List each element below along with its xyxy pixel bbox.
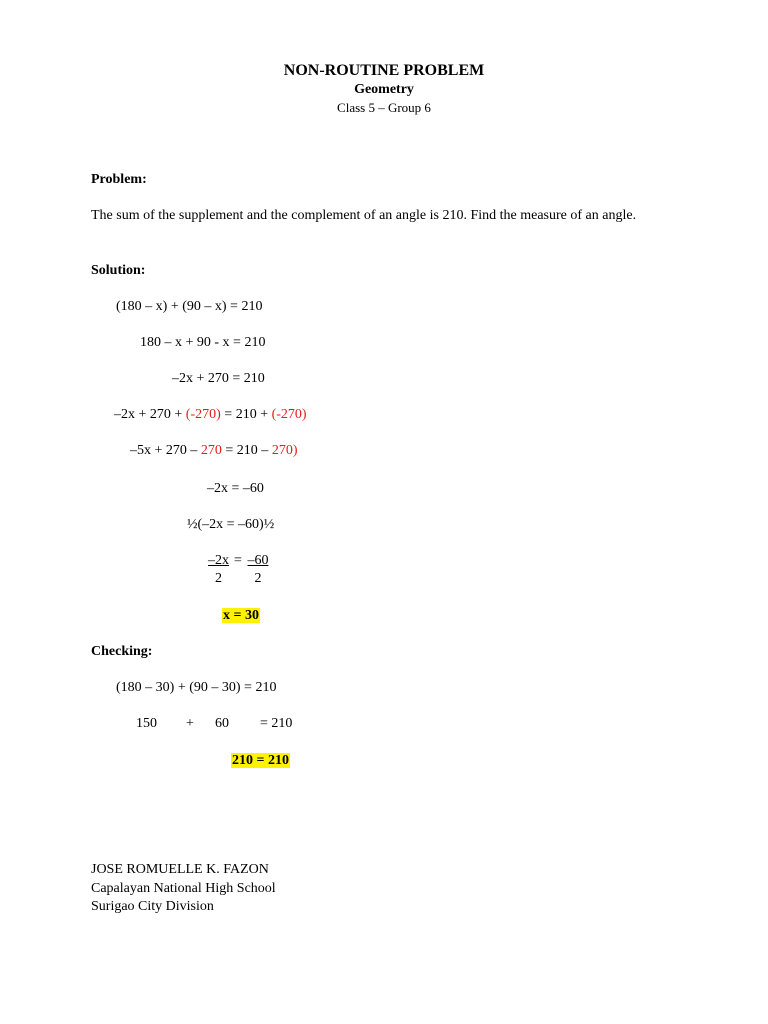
fraction-left (205, 552, 232, 588)
step5-part-d: 270) (271, 443, 298, 458)
step5-part-c: = 210 – (221, 443, 272, 458)
checking-equals-210: = 210 (260, 716, 293, 731)
checking-label: Checking: (91, 644, 153, 659)
document-subject: Geometry (354, 82, 414, 97)
solution-step-4 (114, 406, 307, 424)
checking-plus: + (186, 716, 194, 731)
solution-label: Solution: (91, 263, 146, 278)
step4-part-c: = 210 + (220, 407, 272, 422)
solution-answer (222, 607, 260, 625)
document-title: NON-ROUTINE PROBLEM (283, 62, 485, 79)
solution-step-7: ½(–2x = –60)½ (187, 517, 275, 532)
author-division: Surigao City Division (91, 899, 214, 914)
author-school: Capalayan National High School (91, 881, 276, 896)
step4-part-d: (-270) (271, 407, 307, 422)
solution-step-6: –2x = –60 (207, 481, 264, 496)
step5-part-b: 270 (200, 443, 222, 458)
fraction-right-denominator: 2 (254, 571, 262, 586)
step4-part-b: (-270) (185, 407, 221, 422)
author-name: JOSE ROMUELLE K. FAZON (91, 862, 269, 877)
fraction-left-denominator: 2 (215, 571, 222, 586)
checking-result (231, 752, 290, 770)
solution-step-5 (130, 442, 297, 460)
solution-step-2: 180 – x + 90 - x = 210 (140, 335, 266, 350)
result-highlight: 210 = 210 (232, 753, 289, 768)
step4-part-a: –2x + 270 + (114, 407, 186, 422)
checking-value-60: 60 (215, 716, 229, 731)
fraction-left-numerator: –2x (208, 553, 229, 568)
checking-line-1: (180 – 30) + (90 – 30) = 210 (116, 680, 277, 695)
answer-highlight: x = 30 (223, 608, 259, 623)
solution-step-1: (180 – x) + (90 – x) = 210 (116, 299, 263, 314)
class-group: Class 5 – Group 6 (337, 100, 431, 115)
problem-label: Problem: (91, 172, 147, 187)
fraction-right (244, 552, 272, 588)
step5-part-a: –5x + 270 – (130, 443, 201, 458)
solution-step-3: –2x + 270 = 210 (172, 371, 265, 386)
fraction-equals: = (234, 553, 242, 568)
checking-value-150: 150 (136, 716, 157, 731)
problem-text: The sum of the supplement and the complement of an angle is 210. Find the measure of an angle. (91, 208, 637, 223)
fraction-right-numerator: –60 (247, 553, 269, 568)
